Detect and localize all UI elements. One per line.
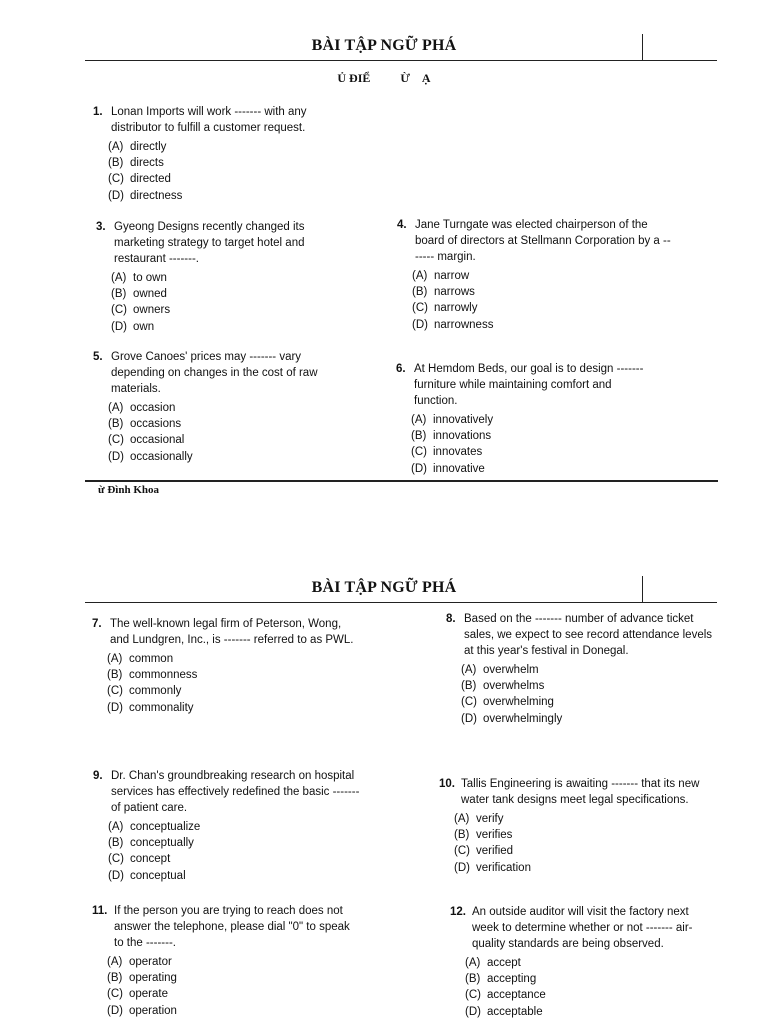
- option-d: (D) overwhelmingly: [461, 712, 563, 725]
- option-b: (B) commonness: [107, 669, 198, 682]
- option-b: (B) owned: [111, 288, 167, 301]
- question-8: [446, 611, 721, 727]
- option-c: (C) occasional: [108, 434, 185, 447]
- question-number: 9.: [93, 770, 103, 782]
- page-subtitle: Ủ ĐIỂ Ừ Ạ: [337, 71, 431, 85]
- question-4: [397, 217, 672, 333]
- option-d: (D) acceptable: [465, 1005, 543, 1018]
- option-c: (C) concept: [108, 853, 171, 866]
- option-a: (A) operator: [107, 956, 172, 968]
- option-a: (A) to own: [111, 272, 167, 284]
- question-1: [93, 104, 333, 204]
- option-b: (B) overwhelms: [461, 680, 545, 693]
- question-7: [92, 616, 360, 716]
- option-a: (A) narrow: [412, 270, 470, 282]
- footer-author: ừ Đình Khoa: [98, 484, 160, 496]
- option-a: (A) verify: [454, 813, 504, 825]
- question-11: [92, 903, 362, 1019]
- option-c: (C) directed: [108, 173, 171, 186]
- option-c: (C) operate: [107, 988, 169, 1001]
- option-d: (D) own: [111, 320, 155, 333]
- question-text: Jane Turngate was elected chairperson of the board of directors at Stellmann Corporation by a ------- margin.: [415, 219, 671, 263]
- question-text: The well-known legal firm of Peterson, Wong, and Lundgren, Inc., is ------- referred to as PWL.: [110, 618, 354, 646]
- option-c: (C) verified: [454, 845, 514, 858]
- question-12: [450, 904, 715, 1020]
- option-b: (B) operating: [107, 972, 177, 985]
- option-d: (D) innovative: [411, 462, 485, 475]
- question-text: Lonan Imports will work ------- with any distributor to fulfill a customer request.: [111, 106, 307, 134]
- question-text: Dr. Chan's groundbreaking research on hospital services has effectively redefined the basic ------- of patient care.: [111, 770, 360, 814]
- question-6: [396, 361, 646, 477]
- option-c: (C) overwhelming: [461, 696, 554, 709]
- question-number: 6.: [396, 363, 406, 375]
- question-text: An outside auditor will visit the factory next week to determine whether or not ------- air-quality standards are being observed.: [472, 906, 693, 950]
- option-b: (B) narrows: [412, 286, 475, 299]
- option-b: (B) accepting: [465, 973, 537, 986]
- question-number: 7.: [92, 618, 102, 630]
- option-c: (C) owners: [111, 304, 171, 317]
- question-text: Tallis Engineering is awaiting ------- that its new water tank designs meet legal specifications.: [461, 778, 700, 806]
- question-number: 8.: [446, 613, 456, 625]
- question-10: [439, 776, 724, 876]
- option-b: (B) innovations: [411, 430, 492, 443]
- question-9: [93, 768, 368, 884]
- option-d: (D) verification: [454, 861, 531, 874]
- option-c: (C) acceptance: [465, 989, 546, 1002]
- option-d: (D) occasionally: [108, 450, 193, 463]
- header-divider: [642, 34, 643, 60]
- question-3: [96, 219, 336, 335]
- question-number: 4.: [397, 219, 407, 231]
- option-b: (B) verifies: [454, 829, 513, 842]
- question-text: Grove Canoes' prices may ------- vary depending on changes in the cost of raw materials.: [111, 351, 318, 395]
- option-b: (B) occasions: [108, 418, 182, 431]
- question-text: At Hemdom Beds, our goal is to design ------- furniture while maintaining comfort and function.: [414, 363, 644, 407]
- question-text: Gyeong Designs recently changed its marketing strategy to target hotel and restaurant -------.: [114, 221, 305, 265]
- option-a: (A) occasion: [108, 402, 176, 414]
- option-c: (C) innovates: [411, 446, 483, 459]
- question-text: If the person you are trying to reach does not answer the telephone, please dial "0" to speak to the -------.: [114, 905, 350, 949]
- option-a: (A) conceptualize: [108, 821, 201, 833]
- option-a: (A) overwhelm: [461, 664, 539, 676]
- option-b: (B) directs: [108, 157, 164, 170]
- option-d: (D) conceptual: [108, 869, 186, 882]
- option-d: (D) narrowness: [412, 318, 494, 331]
- page-title-2: BÀI TẬP NGỮ PHÁ: [311, 579, 457, 596]
- question-number: 1.: [93, 106, 103, 118]
- option-a: (A) accept: [465, 957, 521, 969]
- option-a: (A) common: [107, 653, 174, 665]
- question-number: 10.: [439, 778, 455, 790]
- header-rule: [85, 60, 717, 61]
- header-divider-2: [642, 576, 643, 602]
- question-number: 3.: [96, 221, 106, 233]
- question-number: 11.: [92, 905, 108, 917]
- footer-rule: [85, 480, 718, 482]
- question-5: [93, 349, 338, 465]
- question-number: 12.: [450, 906, 466, 918]
- page-title: BÀI TẬP NGỮ PHÁ: [311, 37, 457, 54]
- option-d: (D) commonality: [107, 701, 194, 714]
- question-text: Based on the ------- number of advance ticket sales, we expect to see record attendance levels at this year's festival in Donegal.: [464, 613, 713, 657]
- header-rule-2: [85, 602, 717, 603]
- option-c: (C) narrowly: [412, 302, 478, 315]
- option-d: (D) operation: [107, 1004, 177, 1017]
- option-a: (A) innovatively: [411, 414, 494, 426]
- option-c: (C) commonly: [107, 685, 182, 698]
- question-number: 5.: [93, 351, 103, 363]
- option-a: (A) directly: [108, 141, 167, 153]
- option-d: (D) directness: [108, 189, 183, 202]
- option-b: (B) conceptually: [108, 837, 194, 850]
